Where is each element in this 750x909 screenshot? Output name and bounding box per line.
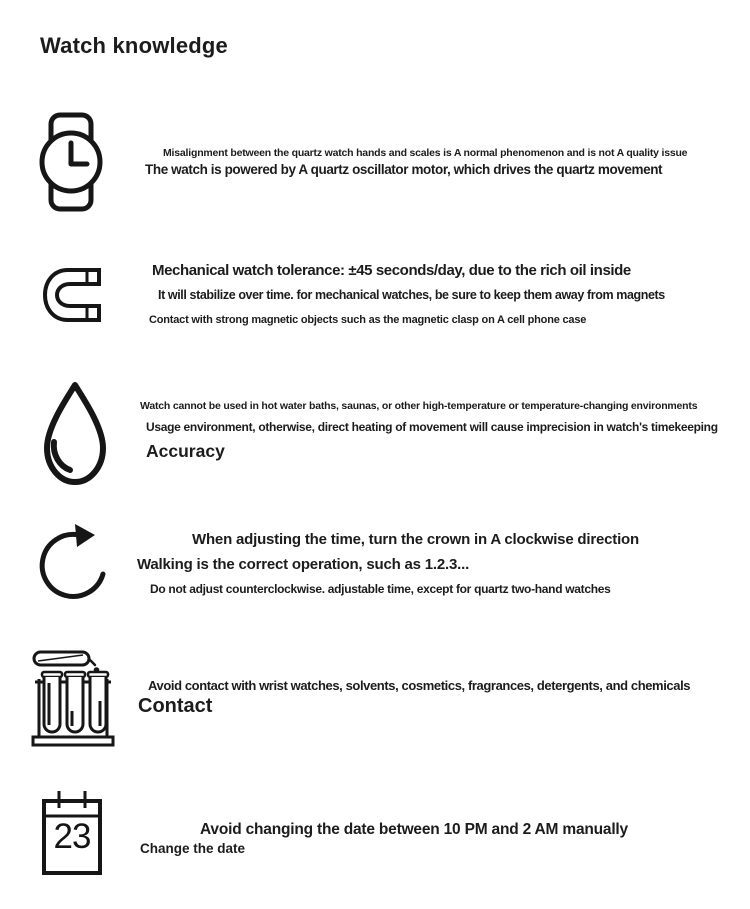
water-drop-icon [40,380,110,488]
usage-environment-text: Usage environment, otherwise, direct heating of movement will cause imprecision in watch's timekeeping [146,420,718,434]
magnet-icon [40,263,104,327]
change-date-heading: Change the date [140,841,246,856]
contact-heading: Contact [138,695,213,717]
quartz-misalignment-note: Misalignment between the quartz watch hands and scales is A normal phenomenon and is not A quality issue [163,147,688,159]
quartz-movement-text: The watch is powered by A quartz oscillator motor, which drives the quartz movement [145,162,663,177]
counterclockwise-note: Do not adjust counterclockwise. adjustable time, except for quartz two-hand watches [150,582,611,596]
magnet-contact-note: Contact with strong magnetic objects such as the magnetic clasp on A cell phone case [149,314,587,326]
avoid-chemicals-text: Avoid contact with wrist watches, solvents, cosmetics, fragrances, detergents, and chemicals [148,678,691,693]
clockwise-arrow-icon [37,522,111,604]
wristwatch-icon [37,112,105,212]
calendar-icon [40,789,104,877]
page-title: Watch knowledge [40,33,228,58]
accuracy-heading: Accuracy [146,441,225,461]
magnet-tolerance-text: Mechanical watch tolerance: ±45 seconds/day, due to the rich oil inside [152,262,631,279]
hot-water-note: Watch cannot be used in hot water baths, saunas, or other high-temperature or temperature-changing environments [140,400,698,412]
test-tubes-icon [31,645,115,749]
walking-operation-text: Walking is the correct operation, such as 1.2.3... [137,556,470,573]
crown-clockwise-text: When adjusting the time, turn the crown in A clockwise direction [192,531,639,548]
magnet-stabilize-text: It will stabilize over time. for mechanical watches, be sure to keep them away from magnets [158,288,665,302]
avoid-date-change-text: Avoid changing the date between 10 PM and 2 AM manually [200,821,628,838]
calendar-day-number: 23 [53,817,91,856]
